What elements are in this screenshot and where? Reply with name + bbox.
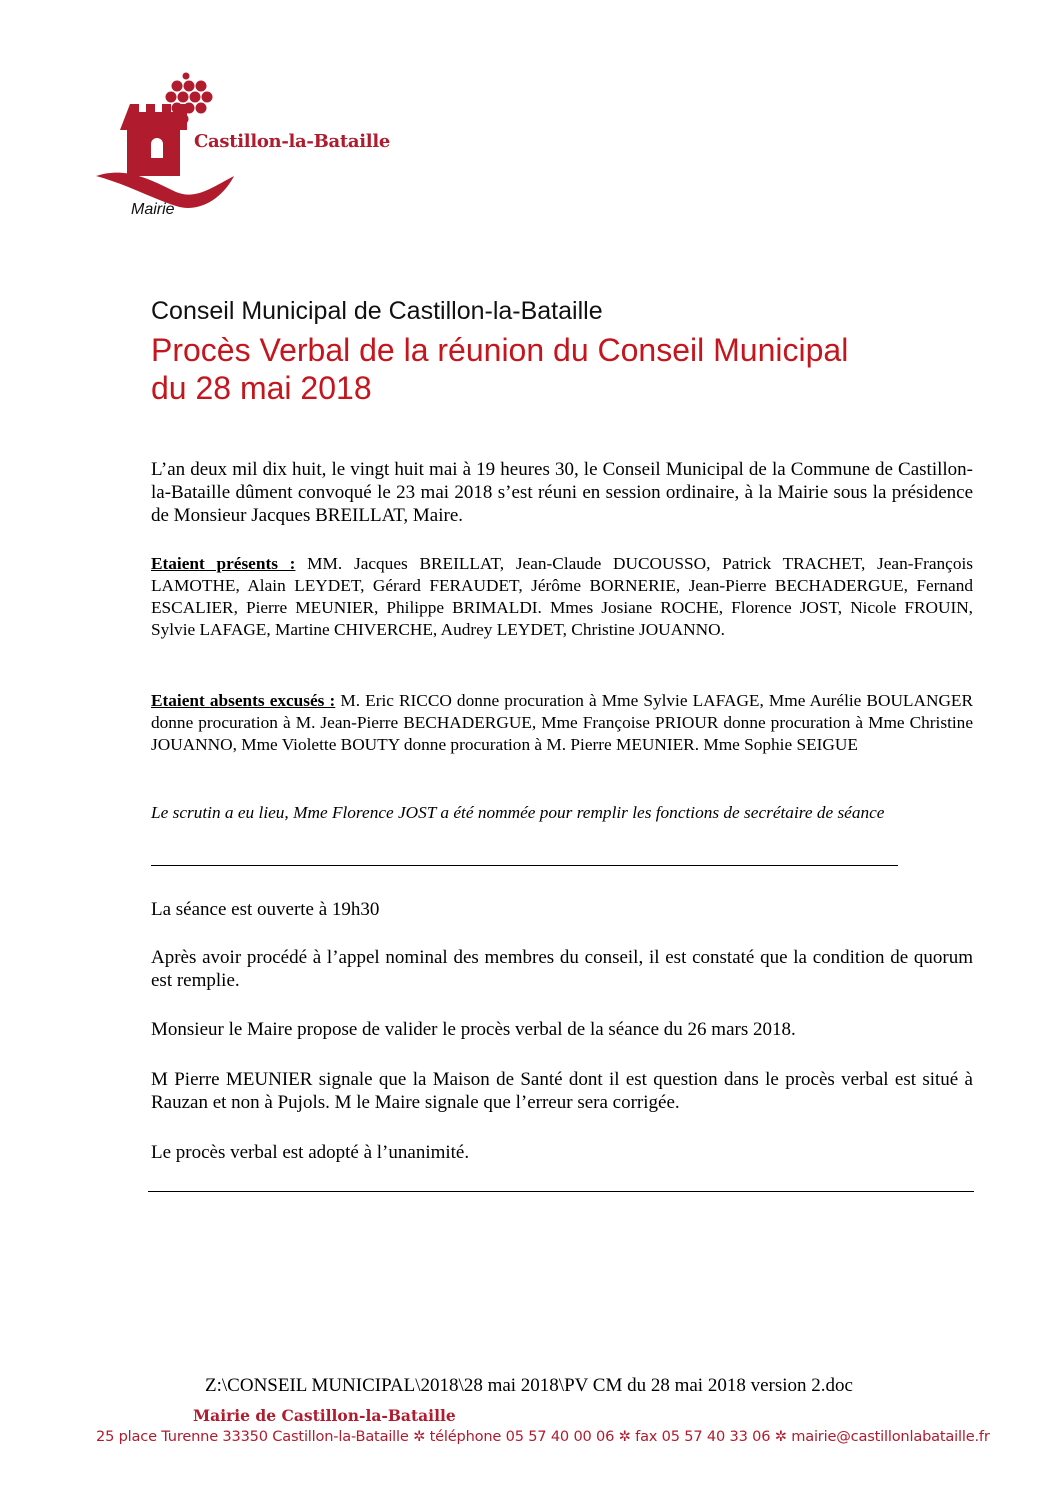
logo-subtitle: Mairie xyxy=(131,201,175,218)
opening-paragraph: La séance est ouverte à 19h30 xyxy=(151,899,380,920)
logo-town-name: Castillon-la-Bataille xyxy=(194,131,391,152)
present-list: MM. Jacques BREILLAT, Jean-Claude DUCOUSSO, Patrick TRACHET, Jean-François LAMOTHE, Alain LEYDET, Gérard FERAUDET, Jérôme BORNERIE, Jean-Pierre BECHADERGUE, Fernand ESCALIER, Pierre MEUNIER, Philippe BRIMALDI. Mmes Josiane ROCHE, Florence JOST, Nicole FROUIN, Sylvie LAFAGE, Martine CHIVERCHE, Audrey LEYDET, Christine JOUANNO. xyxy=(151,554,973,639)
tower-icon xyxy=(120,104,187,176)
adopted-paragraph: Le procès verbal est adopté à l’unanimité. xyxy=(151,1142,470,1163)
absent-list: M. Eric RICCO donne procuration à Mme Sylvie LAFAGE, Mme Aurélie BOULANGER donne procuration à M. Jean-Pierre BECHADERGUE, Mme Françoise PRIOUR donne procuration à Mme Christine JOUANNO, Mme Violette BOUTY donne procuration à M. Pierre MEUNIER. Mme Sophie SEIGUE xyxy=(151,691,974,754)
absent-paragraph xyxy=(151,690,973,756)
council-heading: Conseil Municipal de Castillon-la-Bataille xyxy=(151,297,603,325)
file-path: Z:\CONSEIL MUNICIPAL\2018\28 mai 2018\PV CM du 28 mai 2018 version 2.doc xyxy=(205,1375,853,1396)
title-line-1: Procès Verbal de la réunion du Conseil Municipal xyxy=(151,332,849,368)
intro-paragraph: L’an deux mil dix huit, le vingt huit mai à 19 heures 30, le Conseil Municipal de la Commune de Castillon-la-Bataille dûment convoqué le 23 mai 2018 s’est réuni en session ordinaire, à la Mairie sous la présidence de Monsieur Jacques BREILLAT, Maire. xyxy=(151,459,973,526)
document-title xyxy=(151,331,971,407)
section-divider xyxy=(151,865,898,866)
secretary-paragraph: Le scrutin a eu lieu, Mme Florence JOST a été nommée pour remplir les fonctions de secrétaire de séance xyxy=(151,803,885,822)
quorum-paragraph: Après avoir procédé à l’appel nominal des membres du conseil, il est constaté que la condition de quorum est remplie. xyxy=(151,947,973,991)
absent-label: Etaient absents excusés : xyxy=(151,691,336,710)
title-line-2: du 28 mai 2018 xyxy=(151,370,372,406)
proposal-paragraph: Monsieur le Maire propose de valider le procès verbal de la séance du 26 mars 2018. xyxy=(151,1019,796,1040)
end-divider xyxy=(148,1191,974,1192)
footer-organization: Mairie de Castillon-la-Bataille xyxy=(193,1406,456,1425)
present-paragraph xyxy=(151,553,973,641)
remark-paragraph: M Pierre MEUNIER signale que la Maison de Santé dont il est question dans le procès verbal est situé à Rauzan et non à Pujols. M le Maire signale que l’erreur sera corrigée. xyxy=(151,1069,973,1113)
footer-address: 25 place Turenne 33350 Castillon-la-Bataille ✲ téléphone 05 57 40 00 06 ✲ fax 05 57 40 33 06 ✲ mairie@castillonlabataille.fr xyxy=(96,1428,990,1445)
present-label: Etaient présents : xyxy=(151,554,296,573)
